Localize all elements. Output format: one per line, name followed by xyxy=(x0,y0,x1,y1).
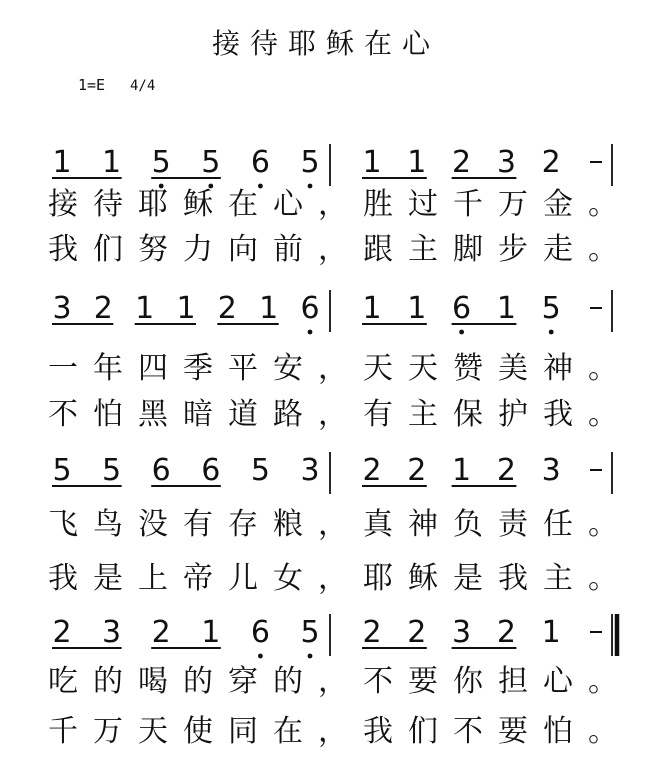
note-1: 1 xyxy=(496,291,516,326)
lyric-line-3-2: 我是上帝儿女，耶稣是我主。 xyxy=(48,561,618,596)
note-2: 2 xyxy=(362,615,382,650)
note-6: 6 xyxy=(452,291,472,326)
note-5: 5 xyxy=(102,453,122,488)
note-1: 1 xyxy=(102,145,122,180)
note-1: 1 xyxy=(362,145,382,180)
lyric-line-4-1: 吃的喝的穿的，不要你担心。 xyxy=(48,664,618,699)
note-1: 1 xyxy=(52,145,72,180)
note-2: 2 xyxy=(93,291,113,326)
note-6: 6 xyxy=(250,615,270,650)
note-5: 5 xyxy=(300,145,320,180)
lyric-line-4-2: 千万天使同在，我们不要怕。 xyxy=(48,714,618,749)
note-3: 3 xyxy=(102,615,122,650)
note-2: 2 xyxy=(541,145,561,180)
note-5: 5 xyxy=(52,453,72,488)
note-3: 3 xyxy=(52,291,72,326)
note-2: 2 xyxy=(151,615,171,650)
note-5: 5 xyxy=(541,291,561,326)
octave-dot-below xyxy=(459,330,464,335)
key-signature: 1=E xyxy=(78,76,106,94)
lyric-line-1-1: 接待耶稣在心，胜过千万金。 xyxy=(48,187,618,222)
note-1: 1 xyxy=(452,453,472,488)
note-3: 3 xyxy=(452,615,472,650)
note-6: 6 xyxy=(151,453,171,488)
note-6: 6 xyxy=(250,145,270,180)
note-1: 1 xyxy=(362,291,382,326)
lyric-line-2-1: 一年四季平安，天天赞美神。 xyxy=(48,351,618,386)
octave-dot-below xyxy=(549,330,554,335)
lyric-line-1-2: 我们努力向前，跟主脚步走。 xyxy=(48,232,618,267)
octave-dot-below xyxy=(308,654,313,659)
note-2: 2 xyxy=(496,453,516,488)
note-2: 2 xyxy=(217,291,237,326)
note-2: 2 xyxy=(52,615,72,650)
note-1: 1 xyxy=(176,291,196,326)
note-2: 2 xyxy=(407,615,427,650)
note-2: 2 xyxy=(452,145,472,180)
song-title: 接待耶稣在心 xyxy=(211,27,440,60)
note-1: 1 xyxy=(135,291,155,326)
note-1: 1 xyxy=(407,145,427,180)
note-6: 6 xyxy=(300,291,320,326)
note-3: 3 xyxy=(541,453,561,488)
octave-dot-below xyxy=(308,330,313,335)
note-1: 1 xyxy=(259,291,279,326)
octave-dot-below xyxy=(258,654,263,659)
time-signature: 4/4 xyxy=(130,78,156,94)
note-2: 2 xyxy=(362,453,382,488)
note-1: 1 xyxy=(541,615,561,650)
note-5: 5 xyxy=(151,145,171,180)
note-5: 5 xyxy=(300,615,320,650)
note-1: 1 xyxy=(407,291,427,326)
note-5: 5 xyxy=(201,145,221,180)
note-5: 5 xyxy=(250,453,270,488)
lyric-line-2-2: 不怕黑暗道路，有主保护我。 xyxy=(48,397,618,432)
note-1: 1 xyxy=(201,615,221,650)
lyric-line-3-1: 飞鸟没有存粮，真神负责任。 xyxy=(48,507,618,542)
note-3: 3 xyxy=(300,453,320,488)
note-6: 6 xyxy=(201,453,221,488)
note-2: 2 xyxy=(407,453,427,488)
note-3: 3 xyxy=(496,145,516,180)
note-2: 2 xyxy=(496,615,516,650)
